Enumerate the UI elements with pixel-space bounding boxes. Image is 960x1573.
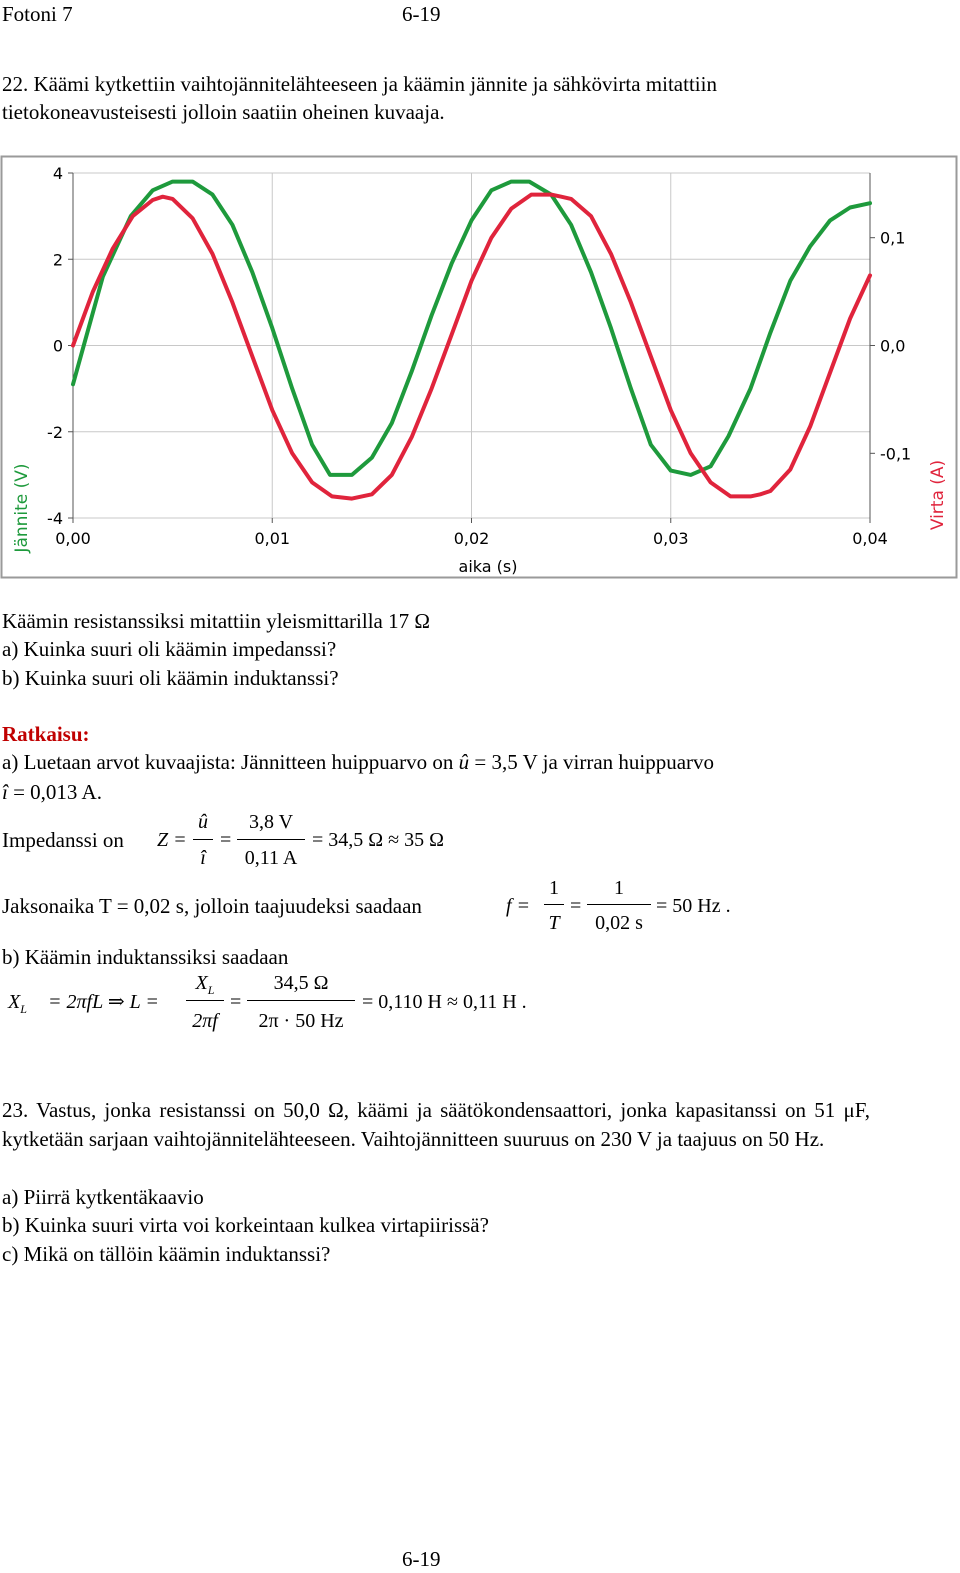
xl-result: = 0,110 H ≈ 0,11 H . <box>362 991 527 1013</box>
resistance-statement: Käämin resistanssiksi mitattiin yleismittarilla 17 Ω <box>2 609 430 633</box>
u-hat-symbol: û <box>458 750 470 774</box>
solution-a-text: a) Luetaan arvot kuvaajista: Jännitteen huippuarvo on <box>2 750 454 774</box>
xl-frac2-num: 34,5 Ω <box>273 972 329 994</box>
problem23-question-b: b) Kuinka suuri virta voi korkeintaan kulkea virtapiirissä? <box>2 1213 489 1237</box>
frequency-frac1-den: T <box>548 912 560 934</box>
header-page-number: 6-19 <box>402 2 441 26</box>
impedance-frac2-den: 0,11 A <box>244 847 298 869</box>
fraction-bar <box>186 1000 224 1001</box>
xl-frac1-num: $X_L$ <box>195 972 215 997</box>
frequency-frac2-den: 0,02 s <box>595 912 643 934</box>
i-hat-symbol: î <box>2 780 8 804</box>
solution-a-line1 <box>2 748 714 776</box>
x-tick-label: 0,02 <box>453 529 490 548</box>
xl-eq: = <box>230 991 242 1013</box>
y-tick-label: 0 <box>52 336 63 356</box>
chart-y-axis-label-right: Virta (A) <box>928 459 948 531</box>
impedance-eq: = <box>220 829 232 851</box>
frequency-eq2: = <box>570 895 582 917</box>
y-tick-label: -4 <box>47 509 63 528</box>
period-text: Jaksonaika T = 0,02 s, jolloin taajuudeksi saadaan <box>2 894 422 918</box>
fraction-bar <box>544 904 564 905</box>
impedance-z: Z = <box>157 829 187 851</box>
y-right-tick-label: 0,1 <box>880 228 906 248</box>
chart-frame <box>2 157 957 578</box>
xl-lhs: $X_L$ <box>8 991 27 1016</box>
problem22-line1: 22. Käämi kytkettiin vaihtojännitelähteeseen ja käämin jännite ja sähkövirta mitattiin <box>2 72 717 96</box>
footer-page-number: 6-19 <box>402 1547 441 1571</box>
chart-y-axis-label-left: Jännite (V) <box>12 463 32 553</box>
y-tick-label: 2 <box>52 250 63 270</box>
question-b: b) Kuinka suuri oli käämin induktanssi? <box>2 666 339 690</box>
y-right-tick-label: 0,0 <box>880 336 906 356</box>
solution-a-line2 <box>2 778 102 806</box>
fraction-bar <box>193 839 213 840</box>
frequency-frac1-num: 1 <box>549 877 559 899</box>
frequency-result: = 50 Hz . <box>656 895 731 917</box>
y-right-tick-label: -0,1 <box>880 444 912 464</box>
x-tick-label: 0,01 <box>254 529 291 548</box>
frequency-frac2-num: 1 <box>614 877 624 899</box>
xl-mid: = 2πfL ⇒ L = <box>48 991 159 1013</box>
solution-a-text-post: = 3,5 V ja virran huippuarvo <box>474 750 715 774</box>
impedance-result: = 34,5 Ω ≈ 35 Ω <box>312 829 444 851</box>
problem22-line2: tietokoneavusteisesti jolloin saatiin oheinen kuvaaja. <box>2 100 445 124</box>
header-left: Fotoni 7 <box>2 2 73 26</box>
problem23-paragraph: 23. Vastus, jonka resistanssi on 50,0 Ω, käämi ja säätökondensaattori, jonka kapasitanssi on 51 μF, kytketään sarjaan vaihtojännitelähteeseen. Vaihtojännitteen suuruus on 230 V ja taajuus on 50 Hz. <box>2 1098 870 1151</box>
fraction-bar <box>247 1000 355 1001</box>
chart-x-axis-label: aika (s) <box>458 557 518 576</box>
solution-a-line2-text: = 0,013 A. <box>13 780 102 804</box>
impedance-frac1-num: û <box>198 811 208 833</box>
solution-b-label: b) Käämin induktanssiksi saadaan <box>2 945 289 969</box>
x-tick-label: 0,04 <box>852 529 888 548</box>
problem23-question-c: c) Mikä on tällöin käämin induktanssi? <box>2 1242 331 1266</box>
question-a: a) Kuinka suuri oli käämin impedanssi? <box>2 637 337 661</box>
y-tick-label: 4 <box>52 164 63 183</box>
x-tick-label: 0,00 <box>55 529 91 548</box>
fraction-bar <box>587 904 651 905</box>
impedance-frac2-num: 3,8 V <box>248 811 294 833</box>
impedance-label: Impedanssi on <box>2 828 124 852</box>
y-tick-label: -2 <box>47 422 63 442</box>
solution-heading: Ratkaisu: <box>2 722 90 746</box>
xl-frac1-den: 2πf <box>192 1010 218 1032</box>
frequency-f: f = <box>506 895 531 917</box>
xl-frac2-den: 2π · 50 Hz <box>258 1010 344 1032</box>
voltage-current-chart <box>0 155 960 580</box>
problem23-question-a: a) Piirrä kytkentäkaavio <box>2 1185 204 1209</box>
fraction-bar <box>237 839 305 840</box>
impedance-frac1-den: î <box>200 847 206 869</box>
x-tick-label: 0,03 <box>652 529 689 548</box>
